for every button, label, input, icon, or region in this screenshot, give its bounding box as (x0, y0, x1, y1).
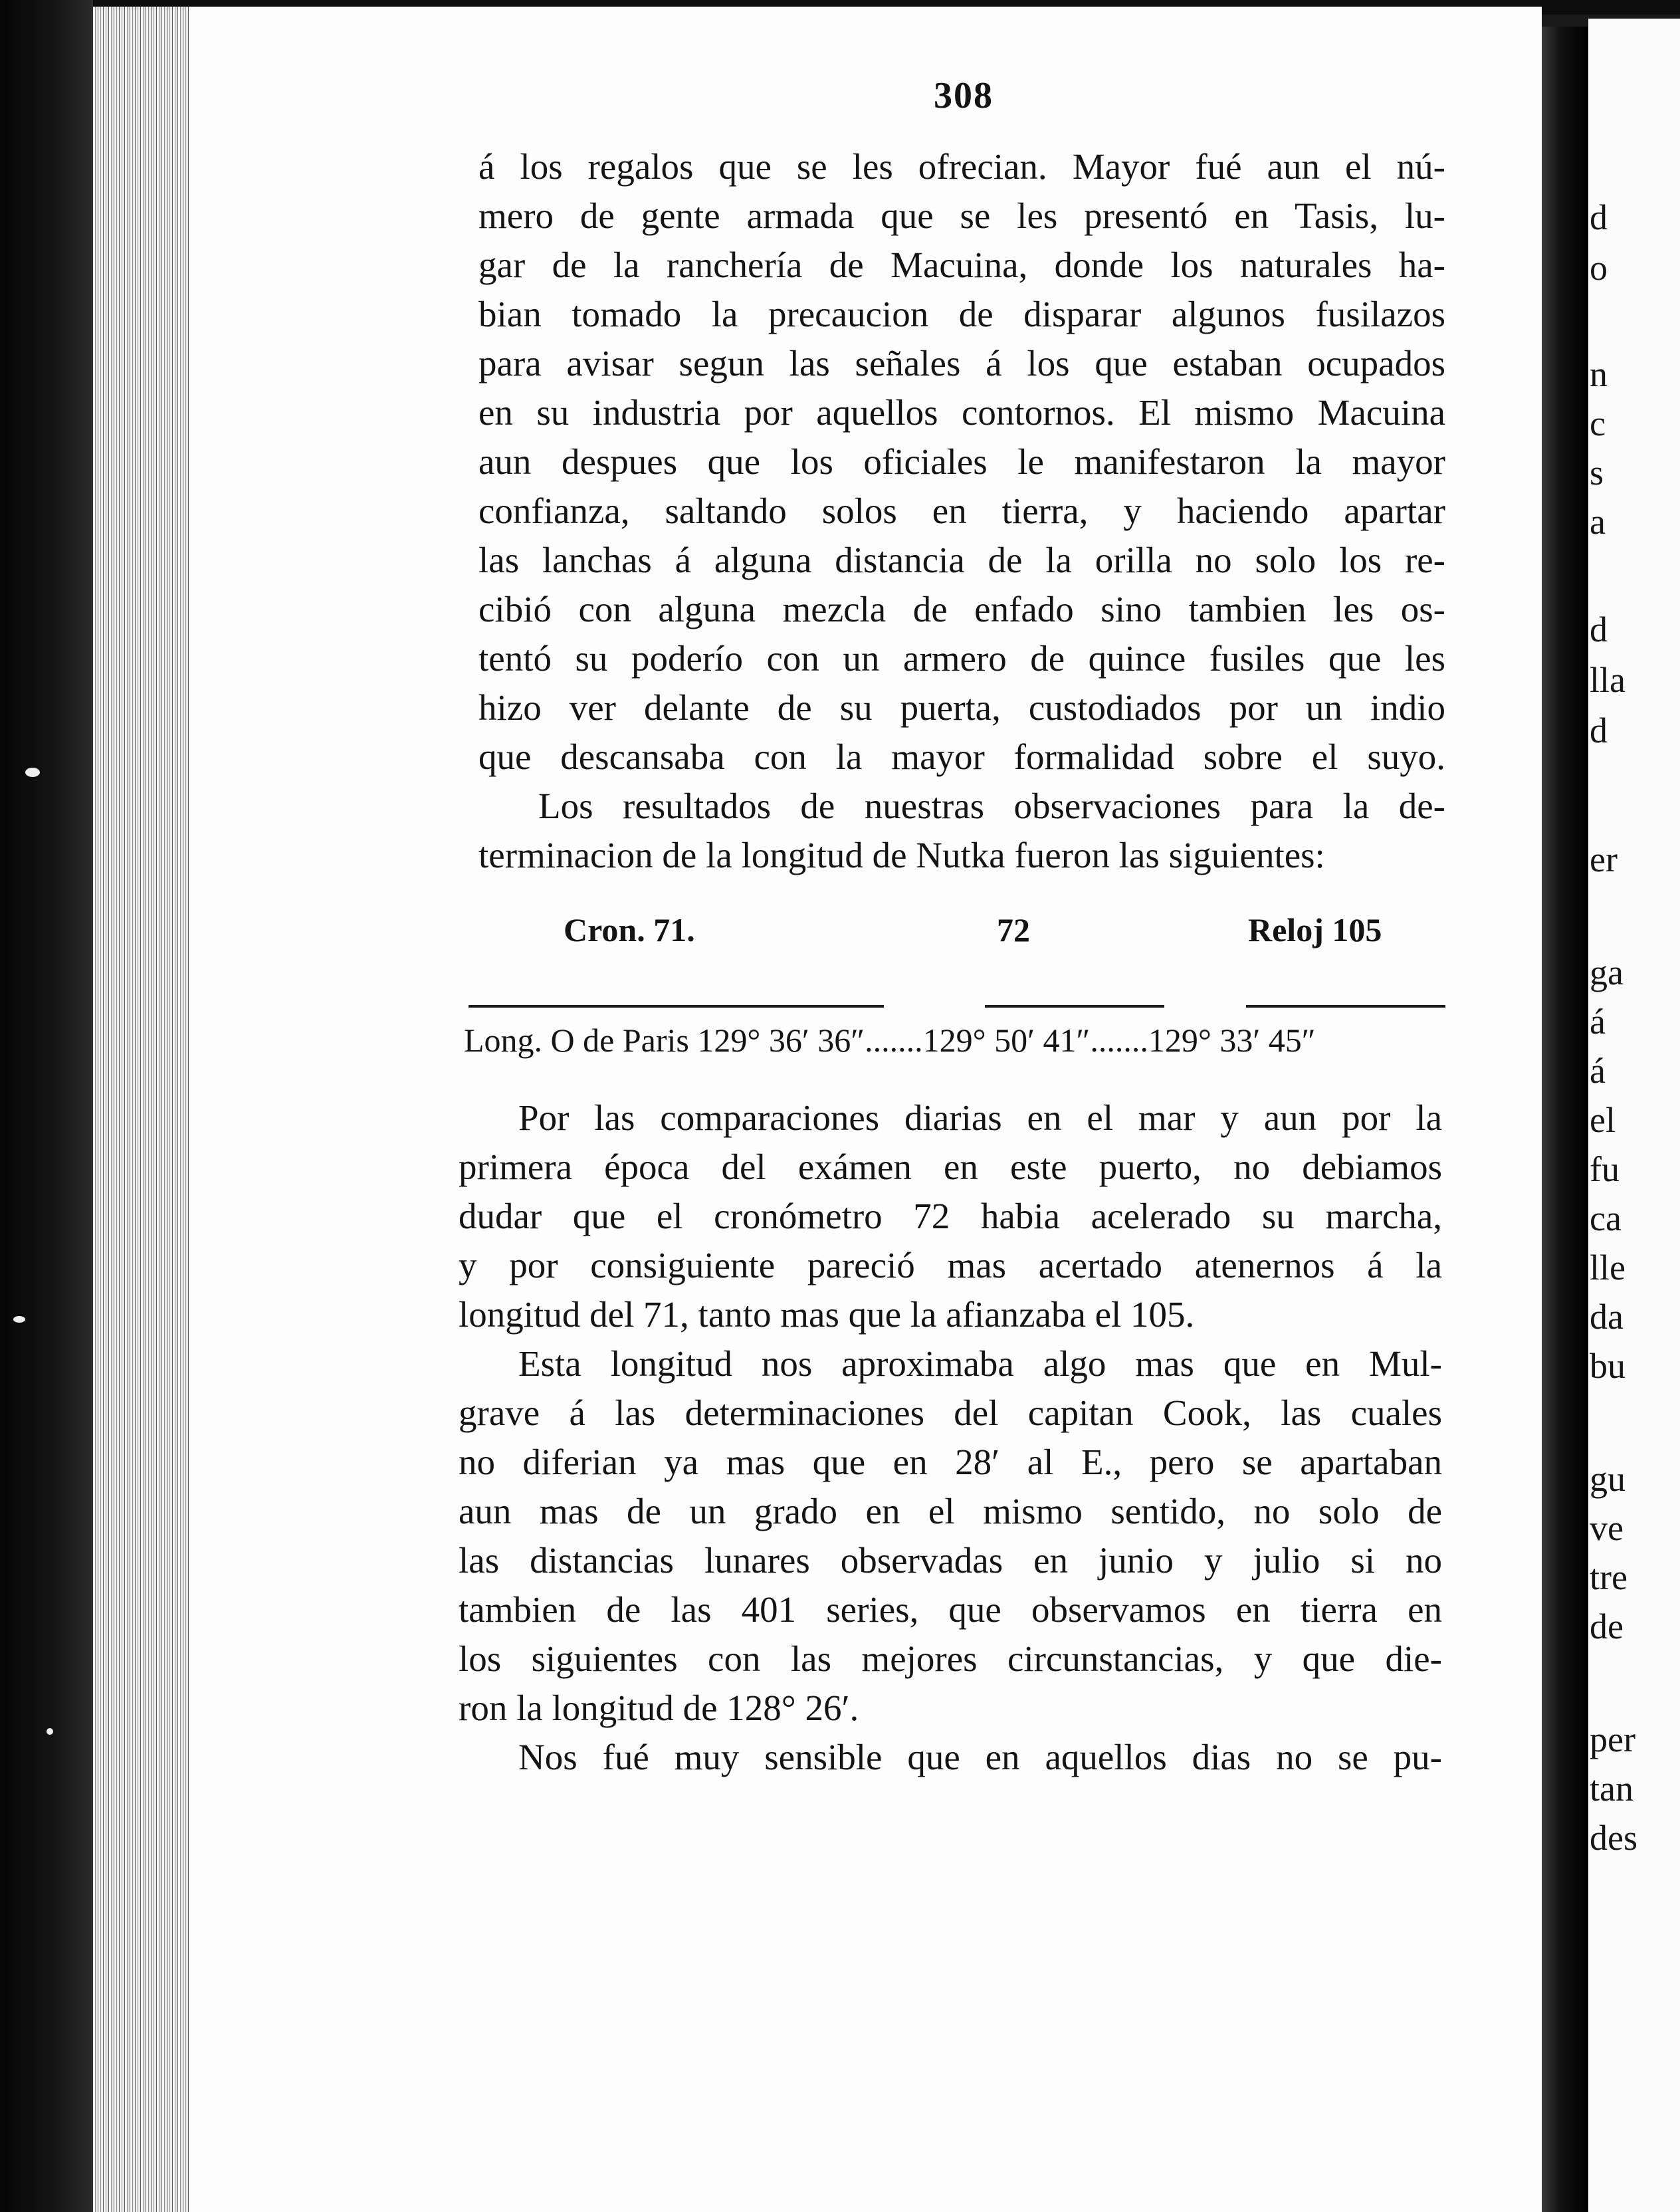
text-line: mero de gente armada que se les presentó en Tasis, lu- (478, 195, 1445, 236)
text-line: para avisar segun las señales á los que estaban ocupados (478, 343, 1445, 384)
facing-page-text: per (1590, 1719, 1635, 1759)
facing-page-text: el (1590, 1100, 1616, 1140)
text-line: á los regalos que se les ofrecian. Mayor fué aun el nú- (478, 146, 1445, 187)
scan-speck (13, 1316, 25, 1323)
facing-page-text: gu (1590, 1459, 1626, 1499)
facing-page-text: de (1590, 1606, 1624, 1646)
facing-page-text: d (1590, 609, 1608, 649)
text-line: no diferian ya mas que en 28′ al E., pero se apartaban (459, 1442, 1442, 1482)
table-rule (1246, 1005, 1445, 1008)
facing-page-text: d (1590, 197, 1608, 237)
facing-page-text: ga (1590, 952, 1624, 992)
scan-border-left (0, 0, 93, 2212)
facing-page-text: ca (1590, 1198, 1622, 1238)
text-line: Esta longitud nos aproximaba algo mas que en Mul- (518, 1343, 1442, 1384)
text-line: aun despues que los oficiales le manifestaron la mayor (478, 441, 1445, 482)
text-line: tambien de las 401 series, que observamos en tierra en (459, 1589, 1442, 1630)
text-line: longitud del 71, tanto mas que la afianzaba el 105. (459, 1294, 1195, 1335)
table-rule (985, 1005, 1164, 1008)
facing-page-text: lle (1590, 1248, 1626, 1287)
text-line: que descansaba con la mayor formalidad sobre el suyo. (478, 736, 1445, 777)
scan-speck (47, 1728, 53, 1735)
text-line: primera época del exámen en este puerto, no debiamos (459, 1147, 1442, 1187)
text-line: cibió con alguna mezcla de enfado sino tambien les os- (478, 589, 1445, 629)
table-rule (469, 1005, 884, 1008)
text-line: Por las comparaciones diarias en el mar y aun por la (518, 1097, 1442, 1138)
facing-page-text: á (1590, 1002, 1606, 1042)
facing-page-text: er (1590, 839, 1618, 879)
text-line: confianza, saltando solos en tierra, y haciendo apartar (478, 491, 1445, 531)
text-line: Nos fué muy sensible que en aquellos dias no se pu- (518, 1737, 1442, 1777)
facing-page-text: bu (1590, 1346, 1626, 1386)
facing-page-text: lla (1590, 660, 1626, 700)
facing-page-text: tan (1590, 1769, 1633, 1809)
facing-page-text: s (1590, 453, 1604, 493)
table-header-reloj105: Reloj 105 (1248, 911, 1382, 948)
text-line: dudar que el cronómetro 72 habia acelerado su marcha, (459, 1196, 1442, 1236)
text-line: aun mas de un grado en el mismo sentido, no solo de (459, 1491, 1442, 1531)
facing-page-fragment (1588, 19, 1680, 2212)
facing-page-text: ve (1590, 1508, 1624, 1548)
text-line: ron la longitud de 128° 26′. (459, 1688, 859, 1728)
facing-page-text: a (1590, 502, 1606, 542)
facing-page-text: á (1590, 1051, 1606, 1091)
facing-page-text: tre (1590, 1557, 1628, 1597)
text-block-upper (478, 142, 1445, 880)
facing-page-text: des (1590, 1818, 1637, 1858)
facing-page-text: c (1590, 403, 1606, 443)
scan-speck (25, 768, 40, 777)
text-line: grave á las determinaciones del capitan Cook, las cuales (459, 1392, 1442, 1433)
text-line: las lanchas á alguna distancia de la orilla no solo los re- (478, 540, 1445, 580)
page-edges (93, 7, 189, 2212)
facing-page-text: fu (1590, 1149, 1620, 1189)
text-line: y por consiguiente pareció mas acertado atenernos á la (459, 1245, 1442, 1285)
text-block-lower (459, 1093, 1442, 1782)
text-line: hizo ver delante de su puerta, custodiados por un indio (478, 687, 1445, 728)
facing-page-text: d (1590, 711, 1608, 750)
facing-page-text: da (1590, 1297, 1624, 1337)
table-header-cron72: 72 (997, 911, 1030, 948)
table-header-cron71: Cron. 71. (564, 911, 695, 948)
text-line: en su industria por aquellos contornos. El mismo Macuina (478, 392, 1445, 433)
page-number: 308 (934, 75, 994, 116)
facing-page-text: o (1590, 248, 1608, 288)
facing-page-text: n (1590, 354, 1608, 394)
text-line: gar de la ranchería de Macuina, donde los naturales ha- (478, 245, 1445, 285)
text-line: los siguientes con las mejores circunstancias, y que die- (459, 1638, 1442, 1679)
table-row-longitude: Long. O de Paris 129° 36′ 36″.......129° 50′ 41″.......129° 33′ 45″ (464, 1022, 1316, 1059)
text-line: Los resultados de nuestras observaciones para la de- (538, 786, 1445, 826)
text-line: tentó su poderío con un armero de quince fusiles que les (478, 638, 1445, 679)
text-line: bian tomado la precaucion de disparar algunos fusilazos (478, 294, 1445, 334)
text-line: terminacion de la longitud de Nutka fueron las siguientes: (478, 835, 1325, 875)
book-spine (1542, 27, 1588, 2212)
text-line: las distancias lunares observadas en junio y julio si no (459, 1540, 1442, 1581)
